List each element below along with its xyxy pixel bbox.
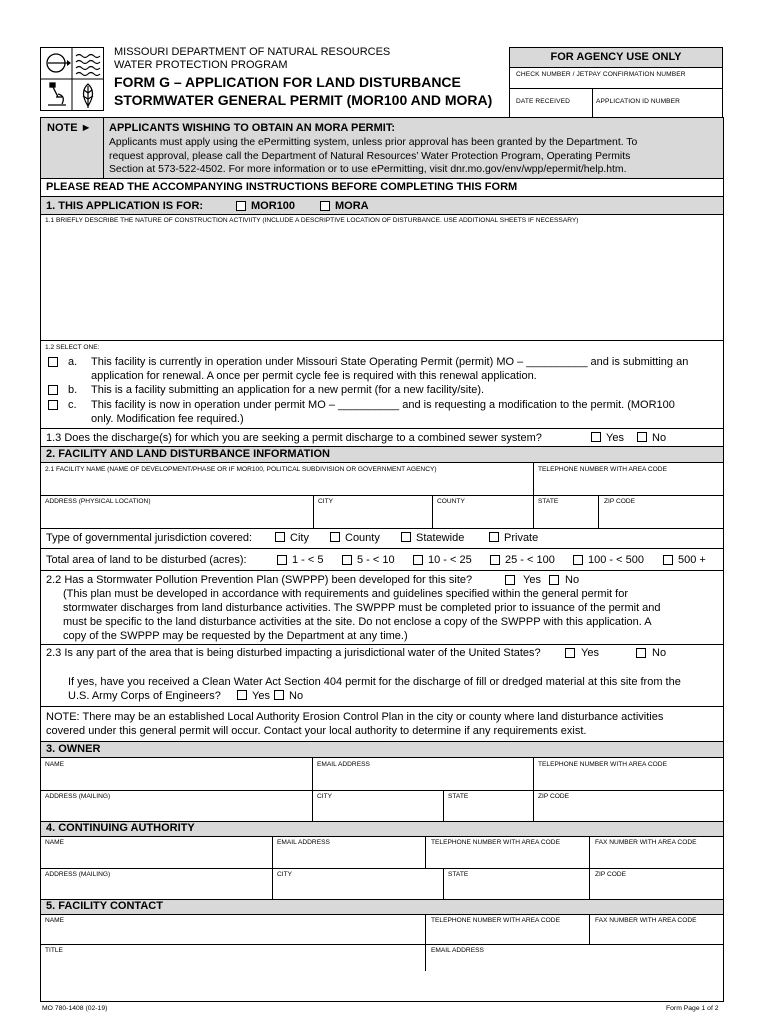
jurisdiction-statewide-checkbox[interactable]	[401, 532, 411, 542]
authority-email-field[interactable]	[274, 849, 423, 867]
jurisdiction-private-label: Private	[504, 532, 539, 544]
q2-2-line2: stormwater discharges from land disturbance activities. The SWPPP must be completed prior to issuance of the permit and	[63, 602, 661, 614]
facility-county-label: COUNTY	[437, 498, 465, 505]
note-heading: APPLICANTS WISHING TO OBTAIN AN MORA PERMIT:	[109, 122, 395, 134]
option-b-checkbox[interactable]	[48, 385, 58, 395]
mora-checkbox[interactable]	[320, 201, 330, 211]
owner-email-field[interactable]	[314, 771, 531, 789]
authority-phone-field[interactable]	[427, 849, 587, 867]
section-404-no-checkbox[interactable]	[274, 690, 284, 700]
section2-title: 2. FACILITY AND LAND DISTURBANCE INFORMATION	[46, 448, 330, 460]
authority-address-label: ADDRESS (MAILING)	[45, 871, 111, 878]
section1-title: 1. THIS APPLICATION IS FOR:	[46, 200, 204, 212]
option-c-letter: c.	[68, 399, 77, 411]
dnr-logo	[40, 47, 104, 111]
contact-phone-field[interactable]	[427, 927, 587, 945]
q2-2-line4: copy of the SWPPP may be requested by the Department at any time.)	[63, 630, 408, 642]
contact-email-label: EMAIL ADDRESS	[431, 947, 484, 954]
contact-fax-label: FAX NUMBER WITH AREA CODE	[595, 917, 697, 924]
option-a-line1: This facility is currently in operation under Missouri State Operating Permit (permit) MO – __________ and is submitting an	[91, 356, 689, 368]
authority-email-label: EMAIL ADDRESS	[277, 839, 330, 846]
q2-3-text: 2.3 Is any part of the area that is being disturbed impacting a jurisdictional water of the United States?	[46, 647, 541, 659]
program-name: WATER PROTECTION PROGRAM	[114, 59, 288, 71]
combined-sewer-no-label: No	[652, 432, 667, 444]
option-a-line2: application for renewal. A once per permit cycle fee is required with this renewal application.	[91, 370, 537, 382]
facility-phone-field[interactable]	[535, 475, 721, 493]
authority-zip-field[interactable]	[591, 881, 721, 899]
form-title-line2: STORMWATER GENERAL PERMIT (MOR100 AND MORA)	[114, 92, 493, 108]
application-id-label: APPLICATION ID NUMBER	[596, 98, 681, 105]
area-10-25-label: 10 - < 25	[428, 554, 472, 566]
form-title-line1: FORM G – APPLICATION FOR LAND DISTURBANCE	[114, 74, 461, 90]
owner-state-field[interactable]	[445, 803, 531, 821]
option-a-letter: a.	[68, 356, 78, 368]
contact-title-label: TITLE	[45, 947, 63, 954]
area-100-500-label: 100 - < 500	[588, 554, 644, 566]
section3-header	[41, 742, 723, 757]
jurisdictional-water-no-label: No	[652, 647, 667, 659]
authority-fax-field[interactable]	[591, 849, 721, 867]
contact-phone-label: TELEPHONE NUMBER WITH AREA CODE	[431, 917, 560, 924]
authority-state-label: STATE	[448, 871, 469, 878]
mor100-checkbox[interactable]	[236, 201, 246, 211]
owner-name-label: NAME	[45, 761, 65, 768]
q2-2-line3: must be specific to the land disturbance activities at the site. Do not enclose a copy of the SWPPP with this application. A	[63, 616, 652, 628]
owner-name-field[interactable]	[42, 771, 310, 789]
option-b-line1: This is a facility submitting an application for a new permit (for a new facility/site).	[91, 384, 485, 396]
authority-name-field[interactable]	[42, 849, 271, 867]
jurisdiction-statewide-label: Statewide	[416, 532, 465, 544]
facility-name-label: 2.1 FACILITY NAME (NAME OF DEVELOPMENT/PHASE OR IF MOR100, POLITICAL SUBDIVISION OR GOVERNMENT AGENCY)	[45, 466, 437, 473]
facility-state-label: STATE	[538, 498, 559, 505]
department-name: MISSOURI DEPARTMENT OF NATURAL RESOURCES	[114, 46, 391, 58]
authority-zip-label: ZIP CODE	[595, 871, 627, 878]
agency-use-title: FOR AGENCY USE ONLY	[510, 48, 722, 68]
area-5-10-checkbox[interactable]	[342, 555, 352, 565]
authority-address-field[interactable]	[42, 881, 271, 899]
authority-city-label: CITY	[277, 871, 293, 878]
jurisdiction-county-checkbox[interactable]	[330, 532, 340, 542]
swppp-no-checkbox[interactable]	[549, 575, 559, 585]
owner-address-label: ADDRESS (MAILING)	[45, 793, 111, 800]
section3-title: 3. OWNER	[46, 743, 101, 755]
facility-state-field[interactable]	[535, 508, 597, 526]
contact-name-field[interactable]	[42, 927, 423, 945]
authority-city-field[interactable]	[274, 881, 441, 899]
swppp-yes-checkbox[interactable]	[505, 575, 515, 585]
page-number: Form Page 1 of 2	[666, 1005, 719, 1012]
date-received-label: DATE RECEIVED	[516, 98, 570, 105]
q2-2-text: 2.2 Has a Stormwater Pollution Prevention Plan (SWPPP) been developed for this site?	[46, 574, 473, 586]
q2-2-line1: (This plan must be developed in accordance with requirements and guidelines specified within the general permit for	[63, 588, 628, 600]
agency-use-box	[509, 47, 723, 119]
area-25-100-label: 25 - < 100	[505, 554, 555, 566]
owner-city-label: CITY	[317, 793, 333, 800]
combined-sewer-no-checkbox[interactable]	[637, 432, 647, 442]
combined-sewer-yes-label: Yes	[606, 432, 624, 444]
authority-state-field[interactable]	[445, 881, 587, 899]
contact-title-field[interactable]	[42, 957, 423, 975]
option-b-letter: b.	[68, 384, 78, 396]
construction-description-field[interactable]	[42, 228, 722, 340]
form-number: MO 780-1408 (02-19)	[42, 1005, 108, 1012]
option-c-line2: only. Modification fee required.)	[91, 413, 244, 425]
owner-city-field[interactable]	[314, 803, 441, 821]
jurisdictional-water-yes-label: Yes	[581, 647, 599, 659]
authority-phone-label: TELEPHONE NUMBER WITH AREA CODE	[431, 839, 560, 846]
section-404-no-label: No	[289, 690, 304, 702]
owner-zip-label: ZIP CODE	[538, 793, 570, 800]
combined-sewer-yes-checkbox[interactable]	[591, 432, 601, 442]
area-5-10-label: 5 - < 10	[357, 554, 395, 566]
jurisdiction-county-label: County	[345, 532, 380, 544]
owner-phone-field[interactable]	[535, 771, 721, 789]
mora-label: MORA	[335, 200, 369, 212]
facility-name-field[interactable]	[42, 475, 532, 493]
jurisdiction-city-label: City	[290, 532, 309, 544]
area-500-plus-checkbox[interactable]	[663, 555, 673, 565]
area-label: Total area of land to be disturbed (acres):	[46, 554, 247, 566]
facility-address-label: ADDRESS (PHYSICAL LOCATION)	[45, 498, 151, 505]
mor100-label: MOR100	[251, 200, 296, 212]
owner-address-field[interactable]	[42, 803, 310, 821]
note-line2: request approval, please call the Department of Natural Resources’ Water Protection Program, Operating Permits	[109, 151, 631, 162]
facility-zip-field[interactable]	[600, 508, 721, 526]
erosion-note-line1: NOTE: There may be an established Local Authority Erosion Control Plan in the city or county where land disturbance activities	[46, 711, 664, 723]
section4-title: 4. CONTINUING AUTHORITY	[46, 822, 195, 834]
q404-line2: U.S. Army Corps of Engineers?	[68, 690, 221, 702]
owner-phone-label: TELEPHONE NUMBER WITH AREA CODE	[538, 761, 667, 768]
contact-name-label: NAME	[45, 917, 65, 924]
check-number-label: CHECK NUMBER / JETPAY CONFIRMATION NUMBER	[516, 71, 686, 78]
q1-2-label: 1.2 SELECT ONE:	[45, 344, 100, 351]
area-1-5-label: 1 - < 5	[292, 554, 324, 566]
jurisdictional-water-no-checkbox[interactable]	[636, 648, 646, 658]
jurisdictional-water-yes-checkbox[interactable]	[565, 648, 575, 658]
facility-zip-label: ZIP CODE	[604, 498, 636, 505]
authority-name-label: NAME	[45, 839, 65, 846]
area-100-500-checkbox[interactable]	[573, 555, 583, 565]
jurisdiction-city-checkbox[interactable]	[275, 532, 285, 542]
owner-zip-field[interactable]	[535, 803, 721, 821]
area-500-plus-label: 500 +	[678, 554, 706, 566]
area-1-5-checkbox[interactable]	[277, 555, 287, 565]
note-line3: Section at 573-522-4502. For more information or to use ePermitting, visit dnr.mo.gov/env/wpp/epermit/help.htm.	[109, 164, 627, 175]
q1-1-label: 1.1 BRIEFLY DESCRIBE THE NATURE OF CONSTRUCTION ACTIVIITY (INCLUDE A DESCRIPTIVE LOCATION OF DISTURBANCE. USE ADDITIONAL SHEETS IF NECESSARY)	[45, 217, 579, 224]
option-c-checkbox[interactable]	[48, 400, 58, 410]
facility-city-label: CITY	[318, 498, 334, 505]
section-404-yes-label: Yes	[252, 690, 270, 702]
facility-county-field[interactable]	[434, 508, 532, 526]
option-c-line1: This facility is now in operation under permit MO – __________ and is requesting a modification to the permit. (MOR100	[91, 399, 675, 411]
option-a-checkbox[interactable]	[48, 357, 58, 367]
note-line1: Applicants must apply using the ePermitting system, unless prior approval has been granted by the Department. To	[109, 137, 638, 148]
contact-fax-field[interactable]	[591, 927, 721, 945]
swppp-no-label: No	[565, 574, 580, 586]
section-404-yes-checkbox[interactable]	[237, 690, 247, 700]
jurisdiction-label: Type of governmental jurisdiction covered:	[46, 532, 253, 544]
facility-address-field[interactable]	[42, 508, 312, 526]
owner-state-label: STATE	[448, 793, 469, 800]
q404-line1: If yes, have you received a Clean Water Act Section 404 permit for the discharge of fill or dredged material at this site from the	[68, 676, 681, 688]
jurisdiction-private-checkbox[interactable]	[489, 532, 499, 542]
area-10-25-checkbox[interactable]	[413, 555, 423, 565]
facility-phone-label: TELEPHONE NUMBER WITH AREA CODE	[538, 466, 667, 473]
area-25-100-checkbox[interactable]	[490, 555, 500, 565]
section5-title: 5. FACILITY CONTACT	[46, 900, 163, 912]
contact-email-field[interactable]	[427, 957, 721, 975]
swppp-yes-label: Yes	[523, 574, 541, 586]
authority-fax-label: FAX NUMBER WITH AREA CODE	[595, 839, 697, 846]
q1-3-text: 1.3 Does the discharge(s) for which you are seeking a permit discharge to a combined sewer system?	[46, 432, 542, 444]
facility-city-field[interactable]	[315, 508, 431, 526]
erosion-note-line2: covered under this general permit will occur. Contact your local authority to determine if any requirements exist.	[46, 725, 587, 737]
owner-email-label: EMAIL ADDRESS	[317, 761, 370, 768]
note-label: NOTE ►	[47, 122, 92, 134]
instructions-text: PLEASE READ THE ACCOMPANYING INSTRUCTIONS BEFORE COMPLETING THIS FORM	[46, 181, 518, 193]
